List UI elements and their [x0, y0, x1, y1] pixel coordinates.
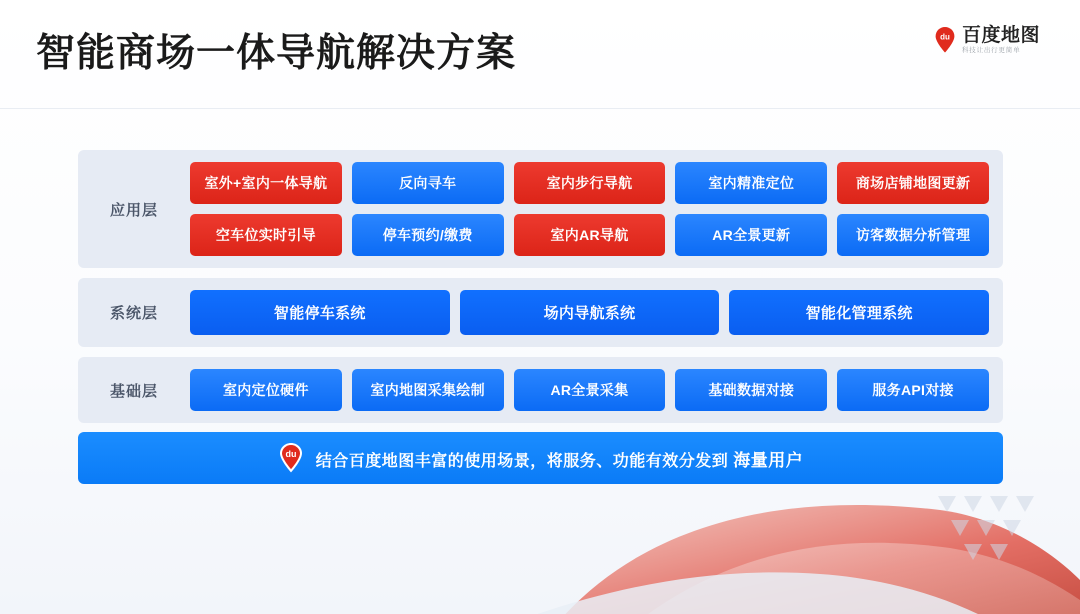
logo-text-wrap: [962, 26, 1040, 55]
diagram-cell[interactable]: 场内导航系统: [460, 290, 720, 335]
layer-rows-base: [190, 369, 989, 411]
layer-label-system: 系统层: [109, 305, 158, 322]
footer-banner: [78, 432, 1003, 484]
diagram-cell[interactable]: 访客数据分析管理: [837, 214, 989, 256]
decorative-swoosh: [520, 470, 1080, 614]
logo-subtitle: 科技让出行更简单: [961, 47, 1021, 54]
baidu-map-logo: [935, 26, 1040, 55]
layer-rows-system: [190, 290, 989, 335]
layer-row: [190, 290, 989, 335]
diagram-cell[interactable]: 智能停车系统: [190, 290, 450, 335]
diagram-cell[interactable]: 空车位实时引导: [190, 214, 342, 256]
diagram-cell[interactable]: 反向寻车: [352, 162, 504, 204]
layer-row: [190, 214, 989, 256]
header-divider: [0, 108, 1080, 109]
banner-text-main: 结合百度地图丰富的使用场景，将服务、功能有效分发到: [315, 452, 734, 470]
diagram-cell[interactable]: 室内定位硬件: [190, 369, 342, 411]
diagram-cell[interactable]: 服务API对接: [837, 369, 989, 411]
layer-base: [78, 357, 1003, 423]
page-title: 智能商场一体导航解决方案: [36, 32, 517, 75]
decorative-triangles: [934, 490, 1044, 570]
baidu-paw-icon: [935, 27, 955, 53]
layer-label-base: 基础层: [109, 382, 158, 400]
layer-label-application: 应用层: [109, 201, 158, 219]
svg-text:du: du: [285, 449, 297, 459]
layer-row: [190, 369, 989, 411]
diagram-cell[interactable]: 室外+室内一体导航: [190, 162, 342, 204]
diagram-cell[interactable]: 室内精准定位: [675, 162, 827, 204]
layer-application: [78, 150, 1003, 268]
logo-text: 百度地图: [961, 25, 1040, 46]
diagram-cell[interactable]: AR全景采集: [514, 369, 666, 411]
diagram-cell[interactable]: 室内步行导航: [514, 162, 666, 204]
layer-row: [190, 162, 989, 204]
svg-text:du: du: [940, 32, 950, 42]
diagram-cell[interactable]: 基础数据对接: [675, 369, 827, 411]
diagram-cell[interactable]: 室内地图采集绘制: [352, 369, 504, 411]
diagram-cell[interactable]: 智能化管理系统: [729, 290, 989, 335]
diagram-cell[interactable]: 停车预约/缴费: [352, 214, 504, 256]
banner-text: [316, 446, 803, 471]
diagram-cell[interactable]: 室内AR导航: [514, 214, 666, 256]
diagram-cell[interactable]: AR全景更新: [675, 214, 827, 256]
banner-text-emphasis: 海量用户: [733, 450, 804, 470]
architecture-diagram: [78, 150, 1003, 433]
layer-rows-application: [190, 162, 989, 256]
diagram-cell[interactable]: 商场店铺地图更新: [837, 162, 989, 204]
layer-system: [78, 278, 1003, 347]
baidu-paw-icon: [278, 442, 304, 474]
